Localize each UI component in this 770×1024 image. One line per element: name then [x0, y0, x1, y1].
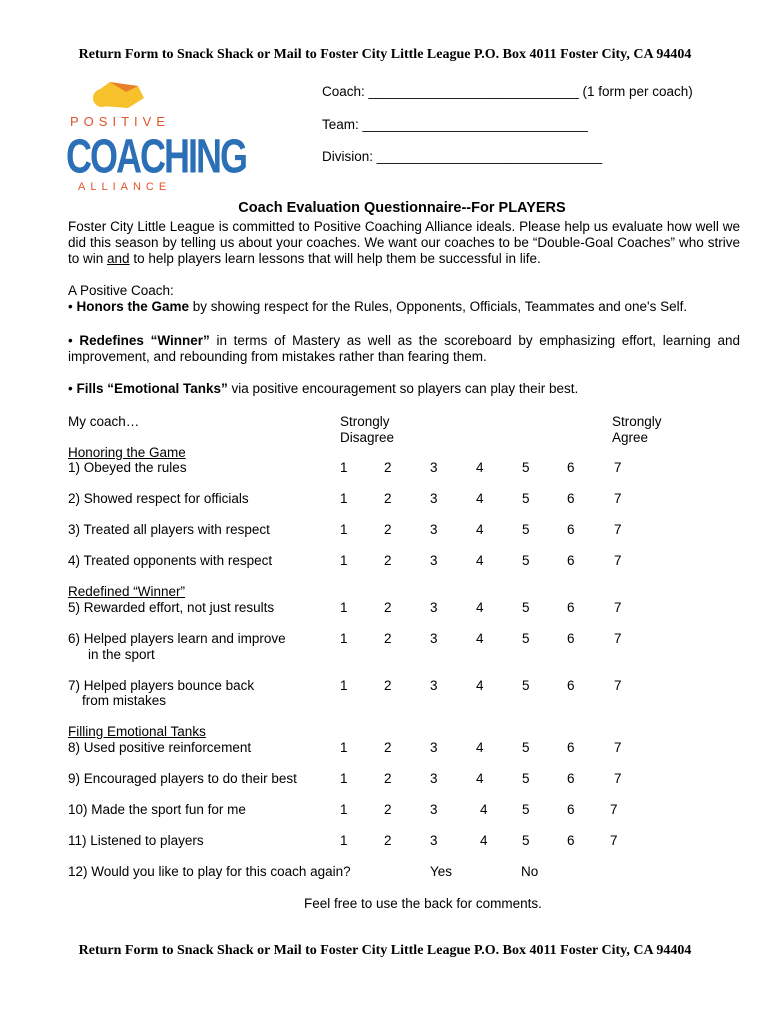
rating-q8-2[interactable]: 2	[384, 740, 392, 755]
rating-q2-7[interactable]: 7	[614, 491, 622, 506]
rating-q6-7[interactable]: 7	[614, 631, 622, 646]
bullet-honors-bold: Honors the Game	[76, 299, 190, 314]
rating-q7-4[interactable]: 4	[476, 678, 484, 693]
rating-q10-5[interactable]: 5	[522, 802, 530, 817]
question-6: 6) Helped players learn and improve	[68, 631, 286, 646]
rating-q3-4[interactable]: 4	[476, 522, 484, 537]
question-5: 5) Rewarded effort, not just results	[68, 600, 275, 615]
rating-q11-1[interactable]: 1	[340, 833, 348, 848]
rating-q7-1[interactable]: 1	[340, 678, 348, 693]
rating-q2-1[interactable]: 1	[340, 491, 348, 506]
rating-q4-5[interactable]: 5	[522, 553, 530, 568]
scale-high-label-1: Strongly	[612, 414, 662, 429]
question-10: 10) Made the sport fun for me	[68, 802, 246, 817]
rating-q9-5[interactable]: 5	[522, 771, 530, 786]
rating-q7-5[interactable]: 5	[522, 678, 530, 693]
footer-return-line: Return Form to Snack Shack or Mail to Foster City Little League P.O. Box 4011 Foster City, CA 94404	[78, 943, 692, 958]
positive-coaching-alliance-logo	[66, 78, 246, 198]
rating-q1-3[interactable]: 3	[430, 460, 438, 475]
rating-q2-6[interactable]: 6	[567, 491, 575, 506]
rating-q8-5[interactable]: 5	[522, 740, 530, 755]
bullet-redefines-bold: Redefines “Winner”	[79, 333, 210, 348]
rating-q4-2[interactable]: 2	[384, 553, 392, 568]
bullet-redefines: • Redefines “Winner” in terms of Mastery as well as the scoreboard by emphasizing effort, learning and improvement, and rebounding from mistakes rather than fearing them.	[68, 333, 740, 364]
rating-q5-6[interactable]: 6	[567, 600, 575, 615]
rating-q5-1[interactable]: 1	[340, 600, 348, 615]
question-2: 2) Showed respect for officials	[68, 491, 249, 506]
header-return-line: Return Form to Snack Shack or Mail to Foster City Little League P.O. Box 4011 Foster City, CA 94404	[78, 47, 692, 62]
question-11: 11) Listened to players	[68, 833, 204, 848]
rating-q10-2[interactable]: 2	[384, 802, 392, 817]
rating-q6-5[interactable]: 5	[522, 631, 530, 646]
rating-q10-4[interactable]: 4	[480, 802, 488, 817]
rating-q4-4[interactable]: 4	[476, 553, 484, 568]
answer-yes[interactable]: Yes	[430, 864, 453, 879]
rating-q1-7[interactable]: 7	[614, 460, 622, 475]
rating-q10-3[interactable]: 3	[430, 802, 438, 817]
intro-text-1: Foster City Little League is committed to Positive Coaching Alliance ideals. Please help us evaluate how well we did this season by telling us about your coaches. We want our coaches to be “Double-Goal Coaches” who strive to win	[68, 219, 740, 266]
rating-q6-6[interactable]: 6	[567, 631, 575, 646]
question-7: 7) Helped players bounce back	[68, 678, 255, 693]
rating-q9-4[interactable]: 4	[476, 771, 484, 786]
section-redefined: Redefined “Winner”	[68, 584, 186, 599]
whistle-icon	[88, 78, 224, 112]
rating-q3-5[interactable]: 5	[522, 522, 530, 537]
my-coach-label: My coach…	[68, 414, 140, 429]
bullet-fills: • Fills “Emotional Tanks” via positive encouragement so players can play their best.	[68, 381, 579, 396]
bullet-fills-bold: Fills “Emotional Tanks”	[76, 381, 228, 396]
rating-q11-6[interactable]: 6	[567, 833, 575, 848]
rating-q3-3[interactable]: 3	[430, 522, 438, 537]
rating-q2-5[interactable]: 5	[522, 491, 530, 506]
scale-low-label-1: Strongly	[340, 414, 390, 429]
question-12: 12) Would you like to play for this coach again?	[68, 864, 351, 879]
section-honoring: Honoring the Game	[68, 445, 186, 460]
rating-q5-7[interactable]: 7	[614, 600, 622, 615]
intro-text-2: to help players learn lessons that will help them be successful in life.	[129, 251, 541, 266]
question-7-continued: from mistakes	[82, 693, 167, 708]
rating-q1-1[interactable]: 1	[340, 460, 348, 475]
rating-q11-3[interactable]: 3	[430, 833, 438, 848]
rating-q4-1[interactable]: 1	[340, 553, 348, 568]
rating-q8-6[interactable]: 6	[567, 740, 575, 755]
scale-high-label-2: Agree	[612, 430, 649, 445]
rating-q6-1[interactable]: 1	[340, 631, 348, 646]
rating-q7-6[interactable]: 6	[567, 678, 575, 693]
positive-coach-heading: A Positive Coach:	[68, 283, 174, 298]
rating-q5-2[interactable]: 2	[384, 600, 392, 615]
page-title: Coach Evaluation Questionnaire--For PLAYERS	[238, 200, 566, 216]
rating-q6-4[interactable]: 4	[476, 631, 484, 646]
bullet-honors: • Honors the Game by showing respect for the Rules, Opponents, Officials, Teammates and one's Self.	[68, 299, 688, 314]
logo-coaching-text: COACHING	[66, 128, 246, 184]
logo-alliance-text: ALLIANCE	[78, 181, 172, 193]
rating-q1-4[interactable]: 4	[476, 460, 484, 475]
rating-q3-1[interactable]: 1	[340, 522, 348, 537]
team-field[interactable]: Team: ______________________________	[322, 117, 588, 132]
rating-q8-4[interactable]: 4	[476, 740, 484, 755]
rating-q11-2[interactable]: 2	[384, 833, 392, 848]
rating-q4-6[interactable]: 6	[567, 553, 575, 568]
rating-q2-2[interactable]: 2	[384, 491, 392, 506]
rating-q1-5[interactable]: 5	[522, 460, 530, 475]
rating-q11-7[interactable]: 7	[610, 833, 618, 848]
logo-positive-text: POSITIVE	[70, 114, 170, 129]
rating-q7-7[interactable]: 7	[614, 678, 622, 693]
rating-q3-6[interactable]: 6	[567, 522, 575, 537]
scale-low-label-2: Disagree	[340, 430, 395, 445]
rating-q4-7[interactable]: 7	[614, 553, 622, 568]
rating-q7-3[interactable]: 3	[430, 678, 438, 693]
rating-q2-3[interactable]: 3	[430, 491, 438, 506]
rating-q10-7[interactable]: 7	[610, 802, 618, 817]
rating-q9-6[interactable]: 6	[567, 771, 575, 786]
rating-q8-1[interactable]: 1	[340, 740, 348, 755]
rating-q1-2[interactable]: 2	[384, 460, 392, 475]
rating-q11-4[interactable]: 4	[480, 833, 488, 848]
rating-q9-3[interactable]: 3	[430, 771, 438, 786]
rating-q7-2[interactable]: 2	[384, 678, 392, 693]
rating-q10-1[interactable]: 1	[340, 802, 348, 817]
section-filling: Filling Emotional Tanks	[68, 724, 206, 739]
rating-q1-6[interactable]: 6	[567, 460, 575, 475]
question-1: 1) Obeyed the rules	[68, 460, 187, 475]
division-field[interactable]: Division: ______________________________	[322, 149, 603, 164]
rating-q9-1[interactable]: 1	[340, 771, 348, 786]
rating-q5-4[interactable]: 4	[476, 600, 484, 615]
rating-q6-3[interactable]: 3	[430, 631, 438, 646]
rating-q5-5[interactable]: 5	[522, 600, 530, 615]
question-4: 4) Treated opponents with respect	[68, 553, 273, 568]
bullet-redefines-text: in terms of Mastery as well as the scoreboard by emphasizing effort, learning and improvement, and rebounding from mistakes rather than fearing them.	[68, 333, 740, 364]
rating-q2-4[interactable]: 4	[476, 491, 484, 506]
rating-q3-7[interactable]: 7	[614, 522, 622, 537]
intro-paragraph	[68, 219, 740, 267]
question-6-continued: in the sport	[88, 647, 155, 662]
comments-note: Feel free to use the back for comments.	[304, 896, 542, 911]
bullet-fills-text: via positive encouragement so players can play their best.	[227, 381, 579, 396]
intro-and: and	[107, 251, 130, 266]
rating-q5-3[interactable]: 3	[430, 600, 438, 615]
rating-q4-3[interactable]: 3	[430, 553, 438, 568]
rating-q8-3[interactable]: 3	[430, 740, 438, 755]
question-8: 8) Used positive reinforcement	[68, 740, 252, 755]
rating-q9-2[interactable]: 2	[384, 771, 392, 786]
rating-q6-2[interactable]: 2	[384, 631, 392, 646]
question-3: 3) Treated all players with respect	[68, 522, 270, 537]
rating-q10-6[interactable]: 6	[567, 802, 575, 817]
rating-q9-7[interactable]: 7	[614, 771, 622, 786]
rating-q8-7[interactable]: 7	[614, 740, 622, 755]
rating-q3-2[interactable]: 2	[384, 522, 392, 537]
answer-no[interactable]: No	[521, 864, 539, 879]
coach-field[interactable]: Coach: ____________________________ (1 form per coach)	[322, 84, 693, 99]
bullet-honors-text: by showing respect for the Rules, Opponents, Officials, Teammates and one's Self.	[189, 299, 688, 314]
question-9: 9) Encouraged players to do their best	[68, 771, 297, 786]
rating-q11-5[interactable]: 5	[522, 833, 530, 848]
